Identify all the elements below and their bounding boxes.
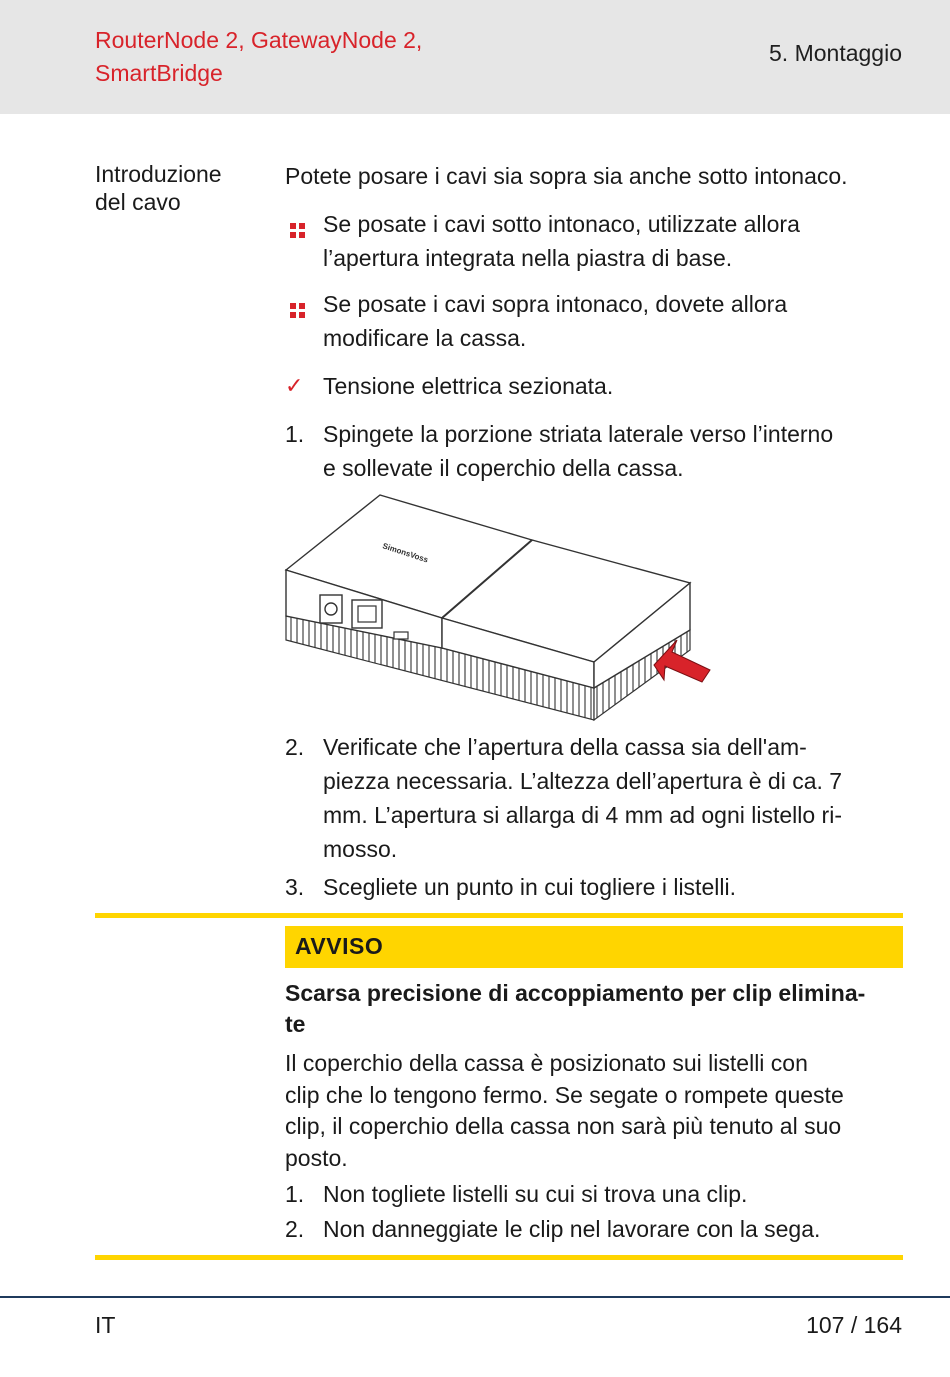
step-text-line: mm. L’apertura si allarga di 4 mm ad ogni listello ri- xyxy=(323,802,842,828)
section-title: 5. Montaggio xyxy=(769,40,902,66)
step-text-line: e sollevate il coperchio della cassa. xyxy=(323,455,684,481)
notice-item-number: 1. xyxy=(285,1181,305,1207)
footer-rule xyxy=(0,1296,950,1298)
step-number: 2. xyxy=(285,734,305,760)
step-text-line: Spingete la porzione striata laterale verso l’interno xyxy=(323,421,834,447)
usb-port-icon xyxy=(394,632,408,639)
side-label-line2: del cavo xyxy=(95,189,181,215)
side-label xyxy=(95,160,222,216)
bullet-text xyxy=(323,207,903,275)
intro-text: Potete posare i cavi sia sopra sia anche sotto intonaco. xyxy=(285,163,848,189)
page-number: 107 / 164 xyxy=(806,1312,902,1338)
notice-title-line: Scarsa precisione di accoppiamento per clip elimina- xyxy=(285,980,866,1006)
bullet-icon xyxy=(285,207,315,241)
notice-body-line: posto. xyxy=(285,1144,348,1171)
step-text: Scegliete un punto in cui togliere i listelli. xyxy=(323,874,736,900)
step-number: 3. xyxy=(285,874,305,900)
device-drawing xyxy=(282,490,722,725)
bullet-text-line: modificare la cassa. xyxy=(323,325,527,351)
notice-item-number: 2. xyxy=(285,1216,305,1242)
power-port-icon xyxy=(320,595,342,623)
notice-bottom-rule xyxy=(95,1255,903,1260)
footer-language: IT xyxy=(95,1312,116,1338)
ethernet-port-icon xyxy=(352,600,382,628)
notice-banner xyxy=(285,926,903,968)
notice-body-line: Il coperchio della cassa è posizionato sui listelli con xyxy=(285,1050,808,1076)
bullet-text-line: Se posate i cavi sotto intonaco, utilizzate allora xyxy=(323,211,800,237)
step-text-line: mosso. xyxy=(323,836,398,862)
bullet-text xyxy=(323,287,903,355)
step-text xyxy=(323,730,903,866)
step-number: 1. xyxy=(285,421,305,447)
product-title-line1: RouterNode 2, GatewayNode 2, xyxy=(95,27,423,53)
bullet-icon xyxy=(285,287,315,321)
brand-logo: SimonsVoss xyxy=(381,541,430,565)
notice-item-text: Non danneggiate le clip nel lavorare con la sega. xyxy=(323,1216,821,1242)
step-text xyxy=(323,417,903,485)
precondition-text: Tensione elettrica sezionata. xyxy=(323,373,614,399)
product-title-line2: SmartBridge xyxy=(95,60,223,86)
checkmark-icon: ✓ xyxy=(285,373,304,398)
notice-body-line: clip che lo tengono fermo. Se segate o rompete queste xyxy=(285,1081,844,1108)
product-title xyxy=(95,24,422,90)
side-label-line1: Introduzione xyxy=(95,161,222,187)
notice-item-text: Non togliete listelli su cui si trova una clip. xyxy=(323,1181,748,1207)
step-text-line: Verificate che l’apertura della cassa sia dell'am- xyxy=(323,734,807,760)
notice-body-line: clip, il coperchio della cassa non sarà più tenuto al suo xyxy=(285,1113,842,1139)
page-header xyxy=(0,0,950,114)
device-illustration xyxy=(282,490,722,725)
bullet-text-line: l’apertura integrata nella piastra di base. xyxy=(323,245,733,271)
step-text-line: piezza necessaria. L’altezza dell’apertura è di ca. 7 xyxy=(323,768,843,794)
notice-top-rule xyxy=(95,913,903,918)
notice-body xyxy=(285,1048,905,1174)
notice-title xyxy=(285,978,903,1040)
bullet-text-line: Se posate i cavi sopra intonaco, dovete allora xyxy=(323,291,788,317)
notice-label: AVVISO xyxy=(295,933,384,959)
notice-title-line: te xyxy=(285,1011,306,1037)
